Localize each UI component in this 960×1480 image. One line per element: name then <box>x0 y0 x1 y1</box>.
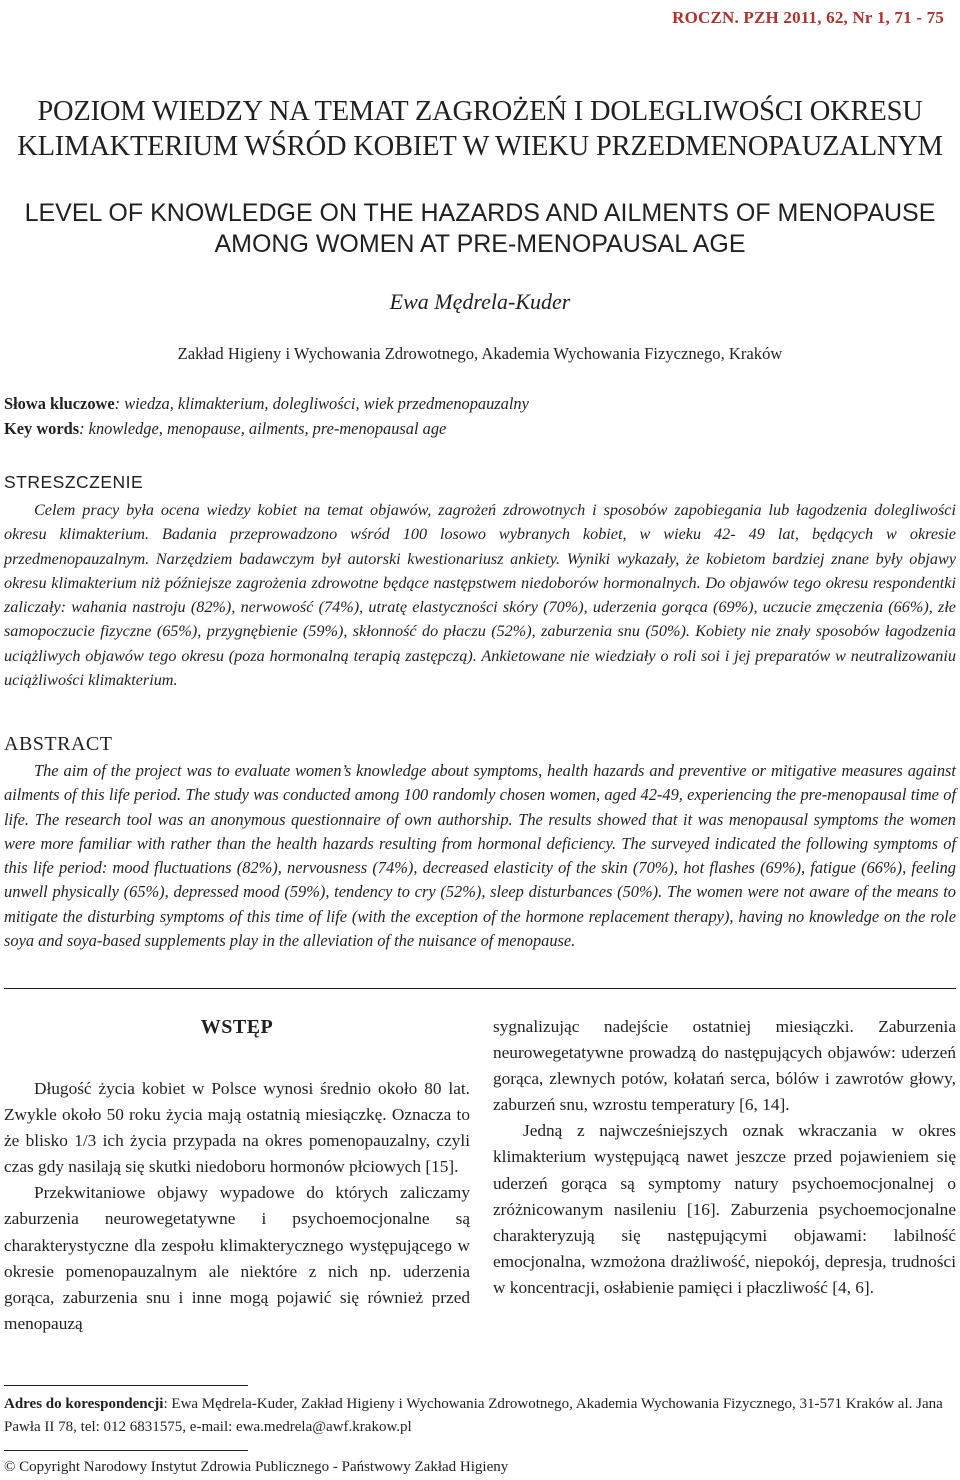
abstract-heading: ABSTRACT <box>4 733 113 755</box>
keywords-polish <box>4 394 529 414</box>
english-title-line-2: AMONG WOMEN AT PRE-MENOPAUSAL AGE <box>214 230 746 258</box>
keywords-polish-label: Słowa kluczowe <box>4 394 115 413</box>
copyright-divider <box>4 1450 248 1451</box>
keywords-polish-values: : wiedza, klimakterium, dolegliwości, wiek przedmenopauzalny <box>114 394 529 413</box>
footnote-divider <box>4 1385 248 1386</box>
copyright-notice: © Copyright Narodowy Instytut Zdrowia Publicznego - Państwowy Zakład Higieny <box>4 1459 509 1475</box>
streszczenie-text: Celem pracy była ocena wiedzy kobiet na temat objawów, zagrożeń zdrowotnych i sposobów zapobiegania lub łagodzenia dolegliwości okresu klimakterium. Badania przeprowadzono wśród 100 losowo wybranych kobiet, w wieku 42- 49 lat, będących w okresie przedmenopauzalnym. Narzędziem badawczym był autorski kwestionariusz ankiety. Wyniki wykazały, że kobietom bardziej znane były objawy okresu klimakterium niż późniejsze zagrożenia zdrowotne będące następstwem niedoborów hormonalnych. Do objawów tego okresu respondentki zaliczały: wahania nastroju (82%), nerwowość (74%), utratę elastyczności skóry (70%), uderzenia gorąca (69%), uczucie zmęczenia (66%), złe samopoczucie fizyczne (65%), przygnębienie (59%), skłonność do płaczu (52%), zaburzenia snu (50%). Kobiety nie znały sposobów łagodzenia uciążliwych objawów tego okresu (poza hormonalną terapią zastępczą). Ankietowane nie wiedziały o roli soi i jej preparatów w neutralizowaniu uciążliwości klimakterium. <box>4 501 956 690</box>
keywords-english-values: : knowledge, menopause, ailments, pre-menopausal age <box>79 419 447 438</box>
correspondence-text: : Ewa Mędrela-Kuder, Zakład Higieny i Wychowania Zdrowotnego, Akademia Wychowania Fizycznego, 31-571 Kraków al. Jana Pawła II 78, tel: 012 6831575, e-mail: ewa.medrela@awf.krakow.pl <box>4 1396 943 1435</box>
body-paragraph: sygnalizując nadejście ostatniej miesiączki. Zaburzenia neurowegetatywne prowadzą do następujących objawów: uderzeń gorąca, zlewnych potów, kołatań serca, bólów i zawrotów głowy, zaburzeń snu, wzrostu temperatury [6, 14]. <box>493 1017 956 1115</box>
wstep-heading: WSTĘP <box>200 1016 274 1038</box>
english-title-line-1: LEVEL OF KNOWLEDGE ON THE HAZARDS AND AILMENTS OF MENOPAUSE <box>24 199 936 227</box>
abstract-text: The aim of the project was to evaluate women’s knowledge about symptoms, health hazards and preventive or mitigative measures against ailments of this life period. The study was conducted among 100 randomly chosen women, aged 42-49, experiencing the pre-menopausal time of life. The research tool was an anonymous questionnaire of own authorship. The results showed that it was menopausal symptoms the women were more familiar with rather than the health hazards resulting from hormonal deficiency. The surveyed indicated the following symptoms of this life period: mood fluctuations (82%), nervousness (74%), decreased elasticity of the skin (70%), hot flashes (69%), fatigue (66%), feeling unwell physically (65%), depressed mood (59%), tendency to cry (52%), sleep disturbances (50%). The women were not aware of the means to mitigate the disturbing symptoms of this time of life (with the exception of the hormone replacement therapy), having no knowledge on the role soya and soya-based supplements play in the alleviation of the nuisance of menopause. <box>4 761 956 951</box>
running-head: ROCZN. PZH 2011, 62, Nr 1, 71 - 75 <box>672 8 944 27</box>
polish-title-line-1: POZIOM WIEDZY NA TEMAT ZAGROŻEŃ I DOLEGLIWOŚCI OKRESU <box>37 96 923 127</box>
polish-title <box>0 94 960 164</box>
keywords-english <box>4 419 446 439</box>
streszczenie-heading: STRESZCZENIE <box>4 472 144 492</box>
body-column-left <box>4 1014 470 1337</box>
keywords-english-label: Key words <box>4 419 80 438</box>
correspondence-label: Adres do korespondencji <box>4 1396 164 1412</box>
body-paragraph: Jedną z najwcześniejszych oznak wkraczania w okres klimakterium występującą nawet jeszcze przed pojawieniem się uderzeń gorąca są symptomy natury psychoemocjonalnej o zróżnicowanym nasileniu [16]. Zaburzenia psychoemocjonalne charakteryzują się następującymi objawami: labilność emocjonalna, wzmożona drażliwość, niepokój, depresja, trudności w koncentracji, osłabienie pamięci i płaczliwość [4, 6]. <box>493 1121 956 1297</box>
body-column-right <box>493 1014 956 1301</box>
polish-title-line-2: KLIMAKTERIUM WŚRÓD KOBIET W WIEKU PRZEDMENOPAUZALNYM <box>17 131 943 162</box>
author-affiliation: Zakład Higieny i Wychowania Zdrowotnego, Akademia Wychowania Fizycznego, Kraków <box>177 344 783 363</box>
english-title <box>0 198 960 260</box>
body-paragraph: Przekwitaniowe objawy wypadowe do których zaliczamy zaburzenia neurowegetatywne i psychoemocjonalne są charakterystyczne dla zespołu klimakterycznego występującego w okresie pomenopauzalnym ale niektóre z nich np. uderzenia gorąca, zaburzenia snu i inne mogą pojawić się również przed menopauzą <box>4 1183 470 1333</box>
section-divider <box>4 988 956 989</box>
author-name: Ewa Mędrela-Kuder <box>389 289 571 314</box>
correspondence-address <box>4 1393 956 1439</box>
body-paragraph: Długość życia kobiet w Polsce wynosi średnio około 80 lat. Zwykle około 50 roku życia mają ostatnią miesiączkę. Oznacza to że blisko 1/3 ich życia przypada na okres pomenopauzalny, czyli czas gdy nasilają się skutki niedoboru hormonów płciowych [15]. <box>4 1079 470 1177</box>
